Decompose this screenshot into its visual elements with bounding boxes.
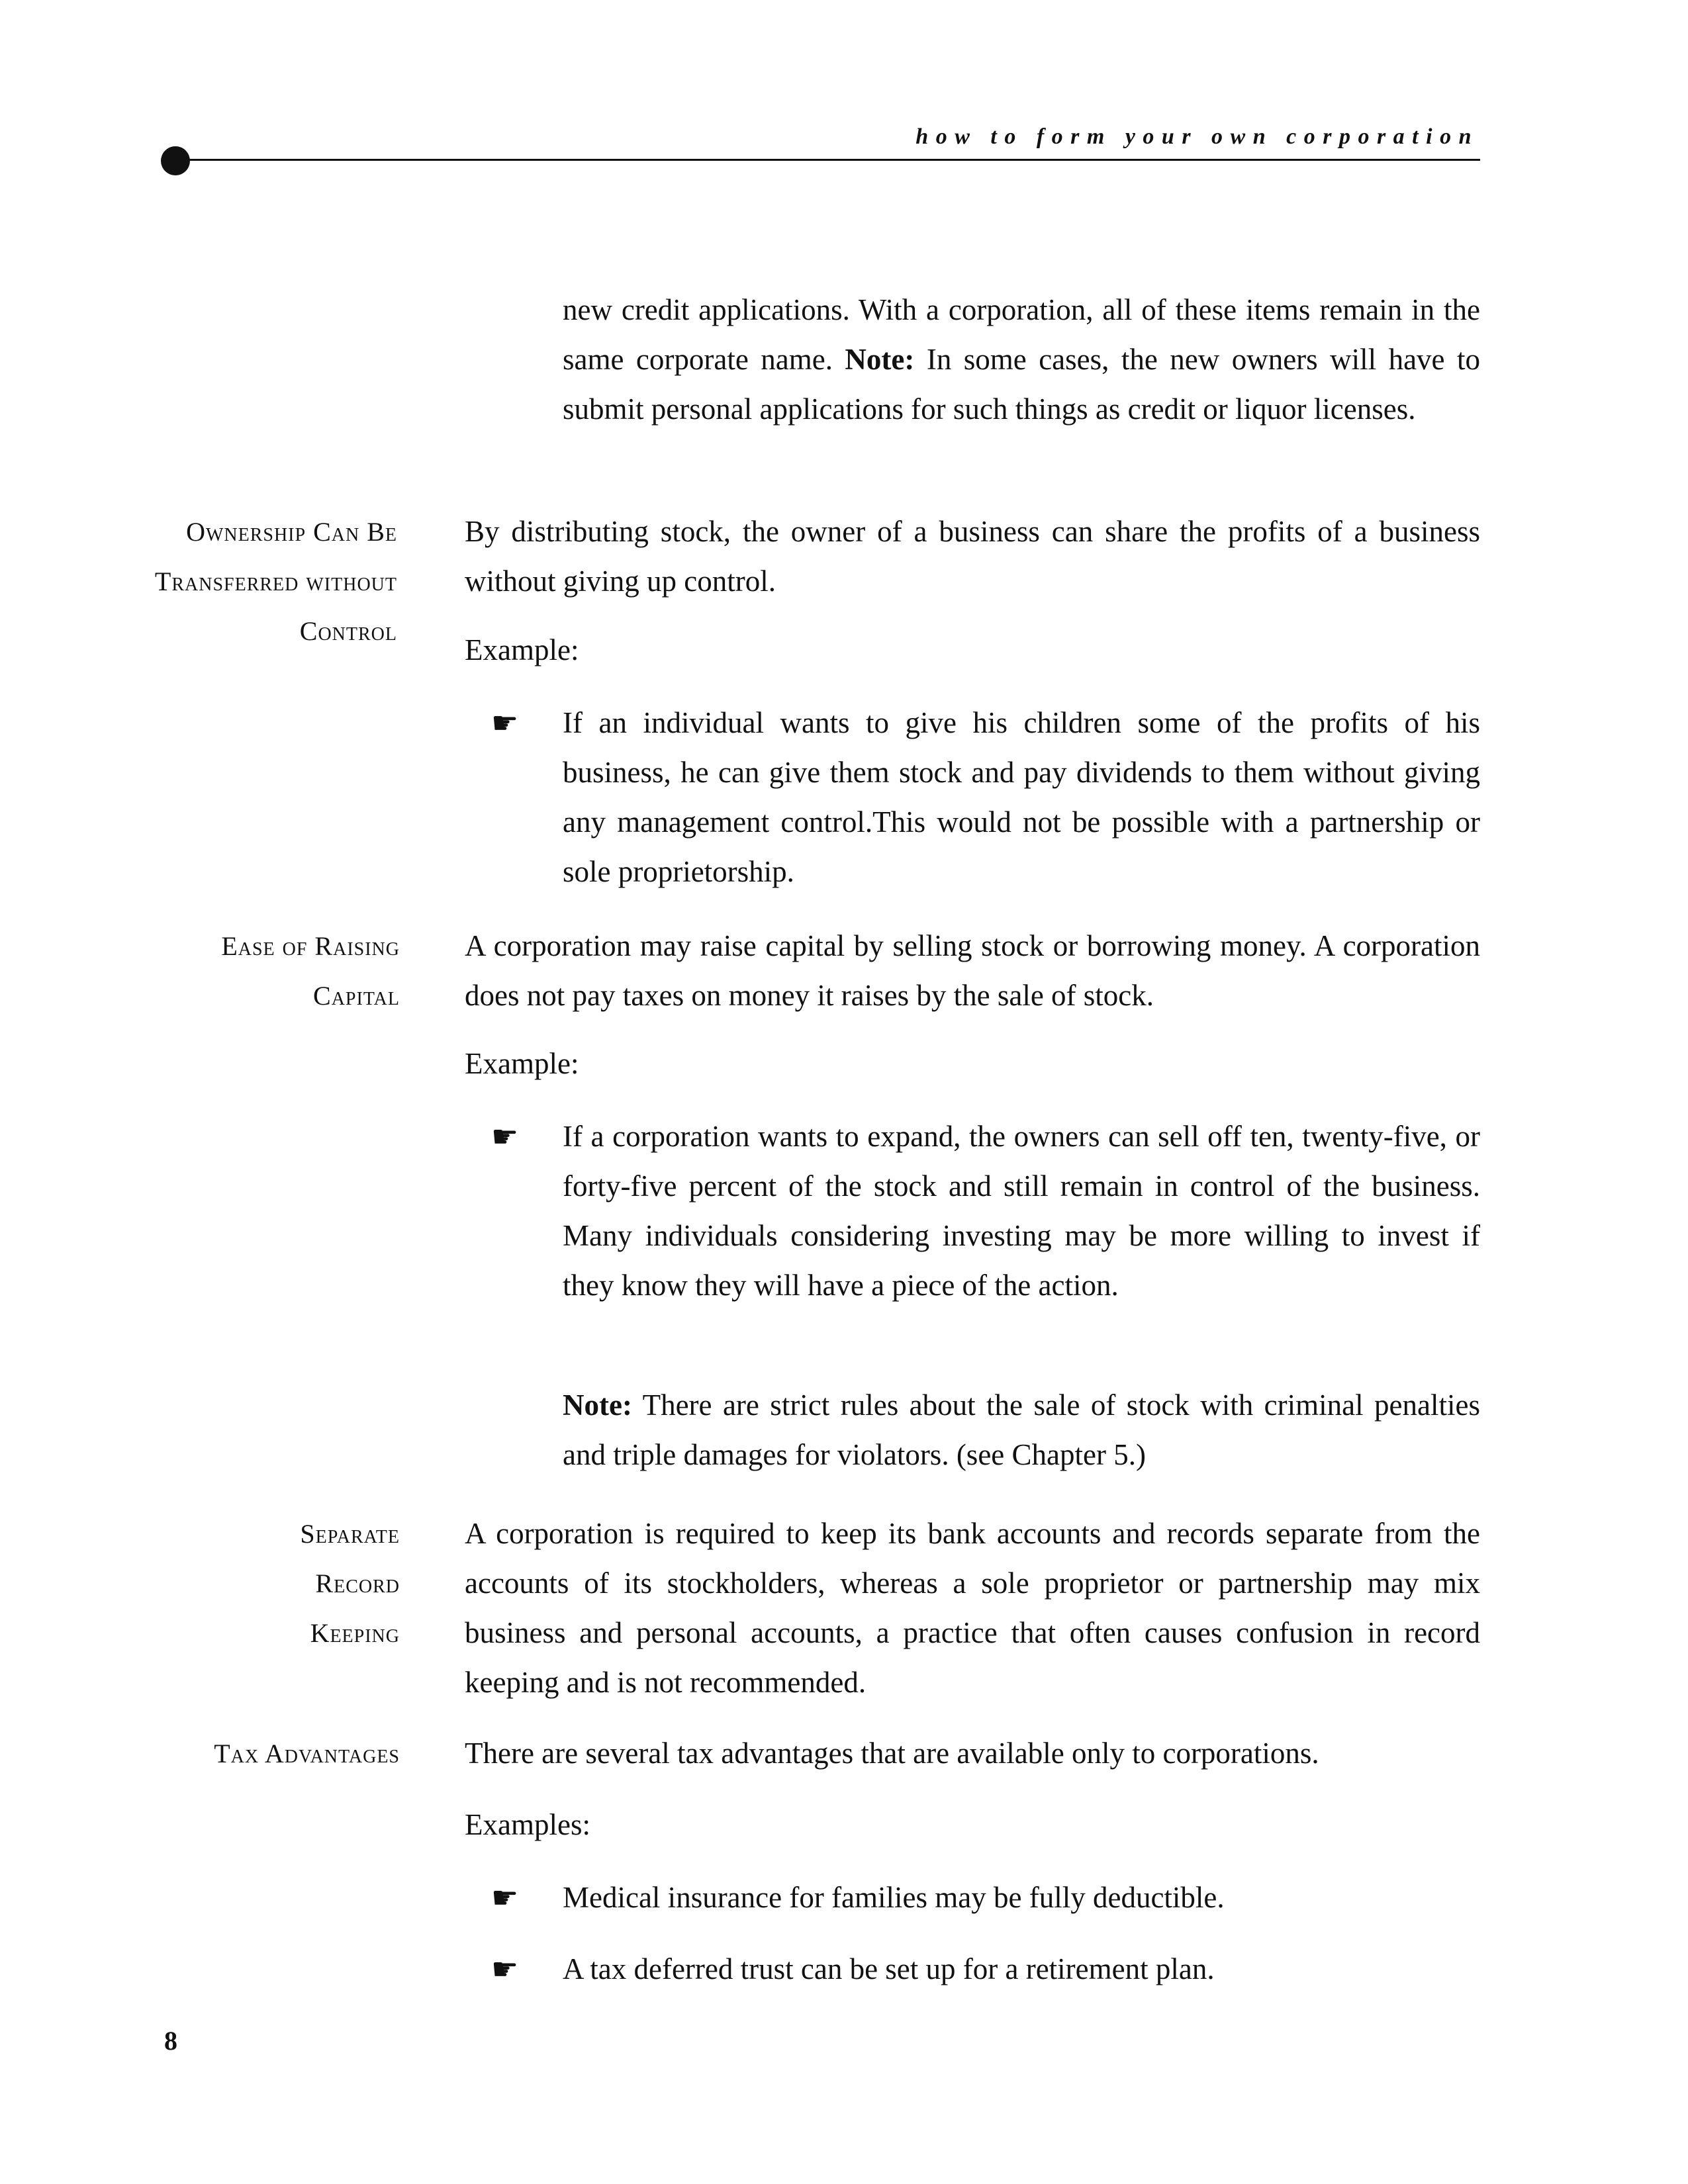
ownership-example-label: Example: — [465, 633, 579, 666]
ownership-example-bullet: If an individual wants to give his children some of the profits of his business, he can give them stock and pay dividends to them without giving any management control.This would not be possible with a partnership or sole proprietorship. — [563, 706, 1480, 888]
records-body: A corporation is required to keep its bank accounts and records separate from the accounts of its stockholders, whereas a sole proprietor or partnership may mix business and personal accounts, a practice that often causes confusion in record keeping and is not recommended. — [465, 1517, 1480, 1699]
margin-heading-records: Separate Record Keeping — [300, 1519, 400, 1648]
margin-heading-ownership: Ownership Can Be Transferred without Control — [154, 517, 397, 646]
note-label: Note: — [563, 1388, 632, 1422]
ownership-body: By distributing stock, the owner of a business can share the profits of a business without giving up control. — [465, 515, 1480, 598]
capital-body: A corporation may raise capital by selling stock or borrowing money. A corporation does not pay taxes on money it raises by the sale of stock. — [465, 929, 1480, 1012]
pointing-hand-icon: ☛ — [491, 1118, 519, 1154]
intro-paragraph: new credit applications. With a corporation, all of these items remain in the same corporate name. Note: In some cases, the new owners will have to submit personal applications for such things as credit or liquor licenses. — [563, 293, 1480, 426]
pointing-hand-icon: ☛ — [491, 1880, 519, 1915]
capital-example-bullet: If a corporation wants to expand, the owners can sell off ten, twenty-five, or forty-five percent of the stock and still remain in control of the business. Many individuals considering investing may be more willing to invest if they know they will have a piece of the action. — [563, 1120, 1480, 1302]
tax-bullet-item: A tax deferred trust can be set up for a retirement plan. — [563, 1952, 1215, 1985]
header-rule — [173, 159, 1480, 161]
tax-bullet-item: Medical insurance for families may be fully deductible. — [563, 1881, 1225, 1914]
header-dot-ornament — [161, 146, 190, 175]
capital-note: Note: There are strict rules about the sale of stock with criminal penalties and triple damages for violators. (see Chapter 5.) — [563, 1388, 1480, 1471]
margin-heading-capital: Ease of Raising Capital — [221, 931, 400, 1011]
pointing-hand-icon: ☛ — [491, 705, 519, 741]
margin-heading-tax: Tax Advantages — [214, 1739, 400, 1768]
running-header-title: how to form your own corporation — [915, 124, 1479, 149]
note-label: Note: — [845, 343, 915, 376]
tax-body: There are several tax advantages that are available only to corporations. — [465, 1737, 1319, 1770]
pointing-hand-icon: ☛ — [491, 1951, 519, 1987]
page-number: 8 — [164, 2026, 177, 2056]
tax-examples-label: Examples: — [465, 1808, 590, 1841]
capital-example-label: Example: — [465, 1047, 579, 1080]
